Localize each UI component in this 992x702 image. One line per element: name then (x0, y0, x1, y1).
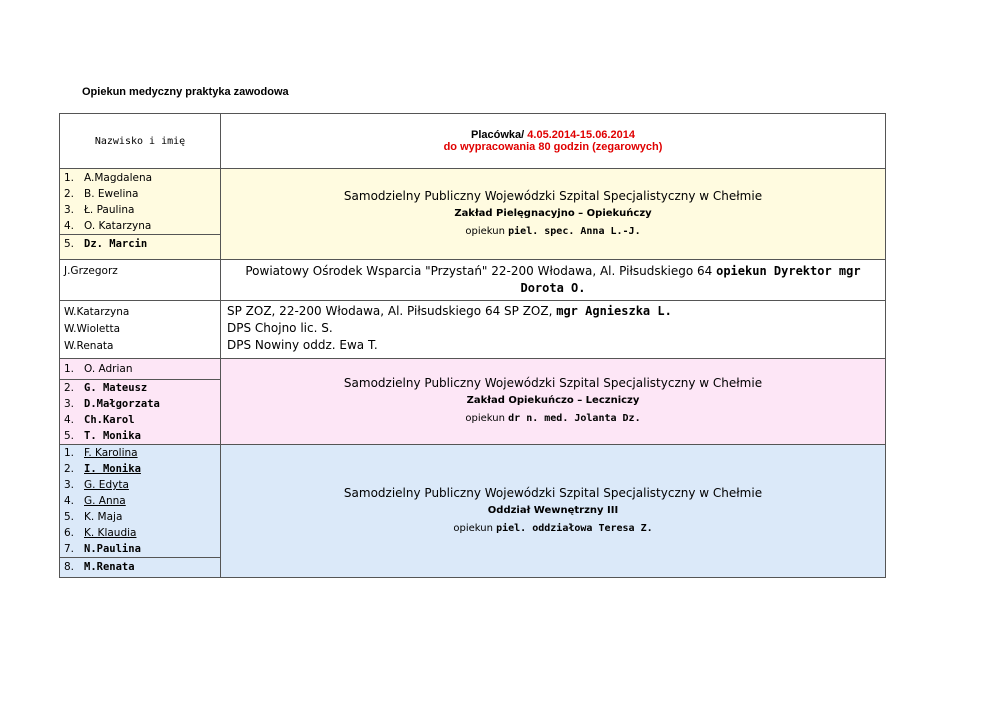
group5-names (60, 445, 221, 578)
placement-table (59, 113, 886, 578)
list-item: 1. F. Karolina (64, 447, 138, 459)
placement-label: Placówka/ (471, 129, 528, 141)
list-item: 8. M.Renata (60, 557, 220, 577)
tutor: opiekun dr n. med. Jolanta Dz. (465, 413, 641, 424)
list-item: 2. I. Monika (64, 463, 141, 475)
group3-placement: SP ZOZ, 22-200 Włodawa, Al. Piłsudskiego 64 SP ZOZ, mgr Agnieszka L. DPS Chojno lic. S. DPS Nowiny oddz. Ewa T. (221, 301, 886, 359)
group1-placement (221, 169, 886, 260)
group2-name: J.Grzegorz (60, 260, 221, 301)
group1-names (60, 169, 221, 260)
group4-names (60, 359, 221, 445)
list-item: 7. N.Paulina (64, 543, 141, 555)
group5-placement (221, 445, 886, 578)
header-row (60, 114, 886, 169)
group4-placement (221, 359, 886, 445)
group3-names: W.Katarzyna W.Wioletta W.Renata (60, 301, 221, 359)
name-column-header: Nazwisko i imię (60, 114, 221, 169)
placement-column-header (221, 114, 886, 169)
hospital-name: Samodzielny Publiczny Wojewódzki Szpital Specjalistyczny w Chełmie (343, 376, 763, 390)
list-item: 5. K. Maja (64, 511, 123, 523)
list-item: 6. K. Klaudia (64, 527, 137, 539)
list-item: 5. Dz. Marcin (60, 234, 220, 253)
unit-name: Oddział Wewnętrzny III (487, 504, 619, 516)
unit-name: Zakład Opiekuńczo – Leczniczy (466, 395, 640, 406)
group3-row (60, 301, 886, 359)
unit-name: Zakład Pielęgnacyjno – Opiekuńczy (454, 207, 652, 219)
tutor: opiekun piel. spec. Anna L.-J. (465, 225, 641, 237)
list-item: 3. G. Edyta (64, 479, 129, 491)
placement-dates: 4.05.2014-15.06.2014 (527, 129, 635, 141)
list-item: 4. G. Anna (64, 495, 126, 507)
document-title: Opiekun medyczny praktyka zawodowa (82, 86, 289, 98)
list-item: 4. Ch.Karol (64, 414, 135, 426)
group1-row (60, 169, 886, 260)
list-item: 3. Ł. Paulina (64, 204, 135, 216)
hospital-name: Samodzielny Publiczny Wojewódzki Szpital Specjalistyczny w Chełmie (343, 188, 763, 203)
placement-hours: do wypracowania 80 godzin (zegarowych) (443, 141, 663, 153)
group2-row (60, 260, 886, 301)
list-item: 2. G. Mateusz (64, 382, 148, 394)
list-item: 2. B. Ewelina (64, 188, 139, 200)
group4-row (60, 359, 886, 445)
list-item: 3. D.Małgorzata (64, 398, 160, 410)
group5-row (60, 445, 886, 578)
list-item: 4. O. Katarzyna (64, 220, 152, 232)
list-item: 5. T. Monika (64, 430, 141, 442)
list-item: 1. A.Magdalena (64, 172, 153, 184)
tutor: opiekun piel. oddziałowa Teresa Z. (453, 522, 653, 534)
hospital-name: Samodzielny Publiczny Wojewódzki Szpital Specjalistyczny w Chełmie (343, 485, 763, 500)
group2-placement: Powiatowy Ośrodek Wsparcia "Przystań" 22-200 Włodawa, Al. Piłsudskiego 64 opiekun Dyrektor mgr Dorota O. (221, 260, 886, 301)
list-item: 1. O. Adrian (60, 359, 220, 380)
